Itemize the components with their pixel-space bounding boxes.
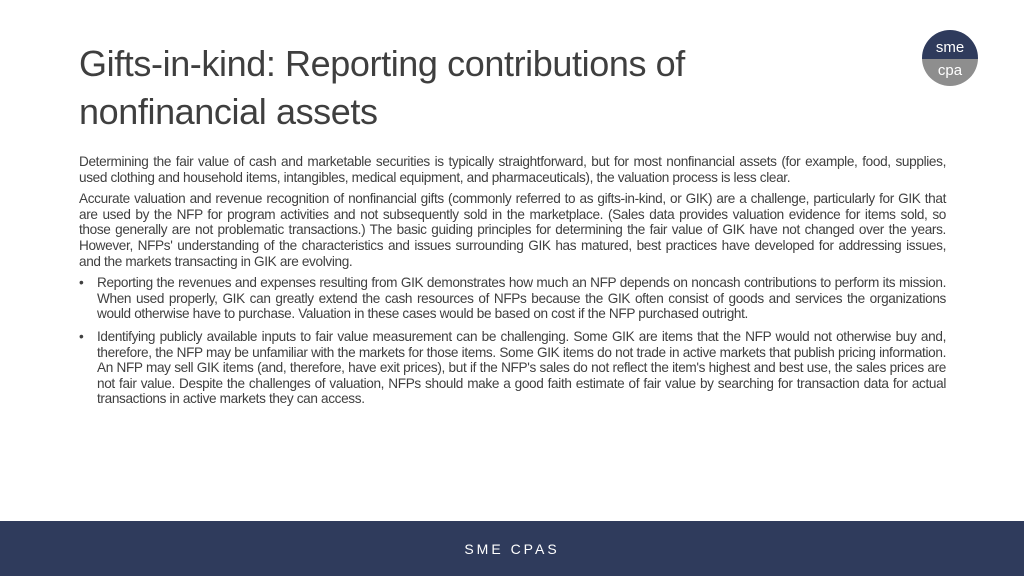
bullet-icon: • bbox=[79, 275, 84, 291]
page-title: Gifts-in-kind: Reporting contributions of nonfinancial assets bbox=[79, 43, 685, 132]
content-body bbox=[79, 154, 946, 414]
paragraph-valuation: Accurate valuation and revenue recognition of nonfinancial gifts (commonly referred to as gifts-in-kind, or GIK) are a challenge, particularly for GIK that are used by the NFP for program activities and not subsequently sold in the marketplace. (Sales data provides valuation evidence for items sold, so those generally are not problematic transactions.) The basic guiding principles for determining the fair value of GIK have not changed over the years. However, NFPs' understanding of the characteristics and issues surrounding GIK has matured, best practices have developed for addressing issues, and the markets transacting in GIK are evolving. bbox=[79, 191, 946, 269]
sme-cpa-logo bbox=[922, 30, 978, 86]
footer-label: SME CPAS bbox=[464, 541, 560, 557]
bullet-item-reporting bbox=[79, 275, 946, 322]
footer-bar bbox=[0, 521, 1024, 576]
logo-text-bottom: cpa bbox=[937, 62, 963, 79]
bullet-item-identifying bbox=[79, 329, 946, 407]
bullet-text: Identifying publicly available inputs to fair value measurement can be challenging. Some GIK are items that the NFP would not otherwise buy and, therefore, the NFP may be unfamiliar with the markets for those items. Some GIK items do not trade in active markets that publish pricing information. An NFP may sell GIK items (and, therefore, have exit prices), but if the NFP's sales do not reflect the item's highest and best use, the sales prices are not fair value. Despite the challenges of valuation, NFPs should make a good faith estimate of fair value by searching for transaction data for actual transactions in active markets they can access. bbox=[97, 328, 946, 407]
logo-text-top: sme bbox=[935, 39, 965, 56]
bullet-text: Reporting the revenues and expenses resulting from GIK demonstrates how much an NFP depends on noncash contributions to perform its mission. When used properly, GIK can greatly extend the cash resources of NFPs because the GIK often consist of goods and services the organizations would otherwise have to purchase. Valuation in these cases would be based on cost if the NFP purchased outright. bbox=[97, 275, 946, 322]
paragraph-fair-value: Determining the fair value of cash and marketable securities is typically straightforward, but for most nonfinancial assets (for example, food, supplies, used clothing and household items, intangibles, medical equipment, and pharmaceuticals), the valuation process is less clear. bbox=[79, 154, 946, 185]
bullet-icon: • bbox=[79, 328, 84, 344]
bullet-list bbox=[79, 275, 946, 407]
